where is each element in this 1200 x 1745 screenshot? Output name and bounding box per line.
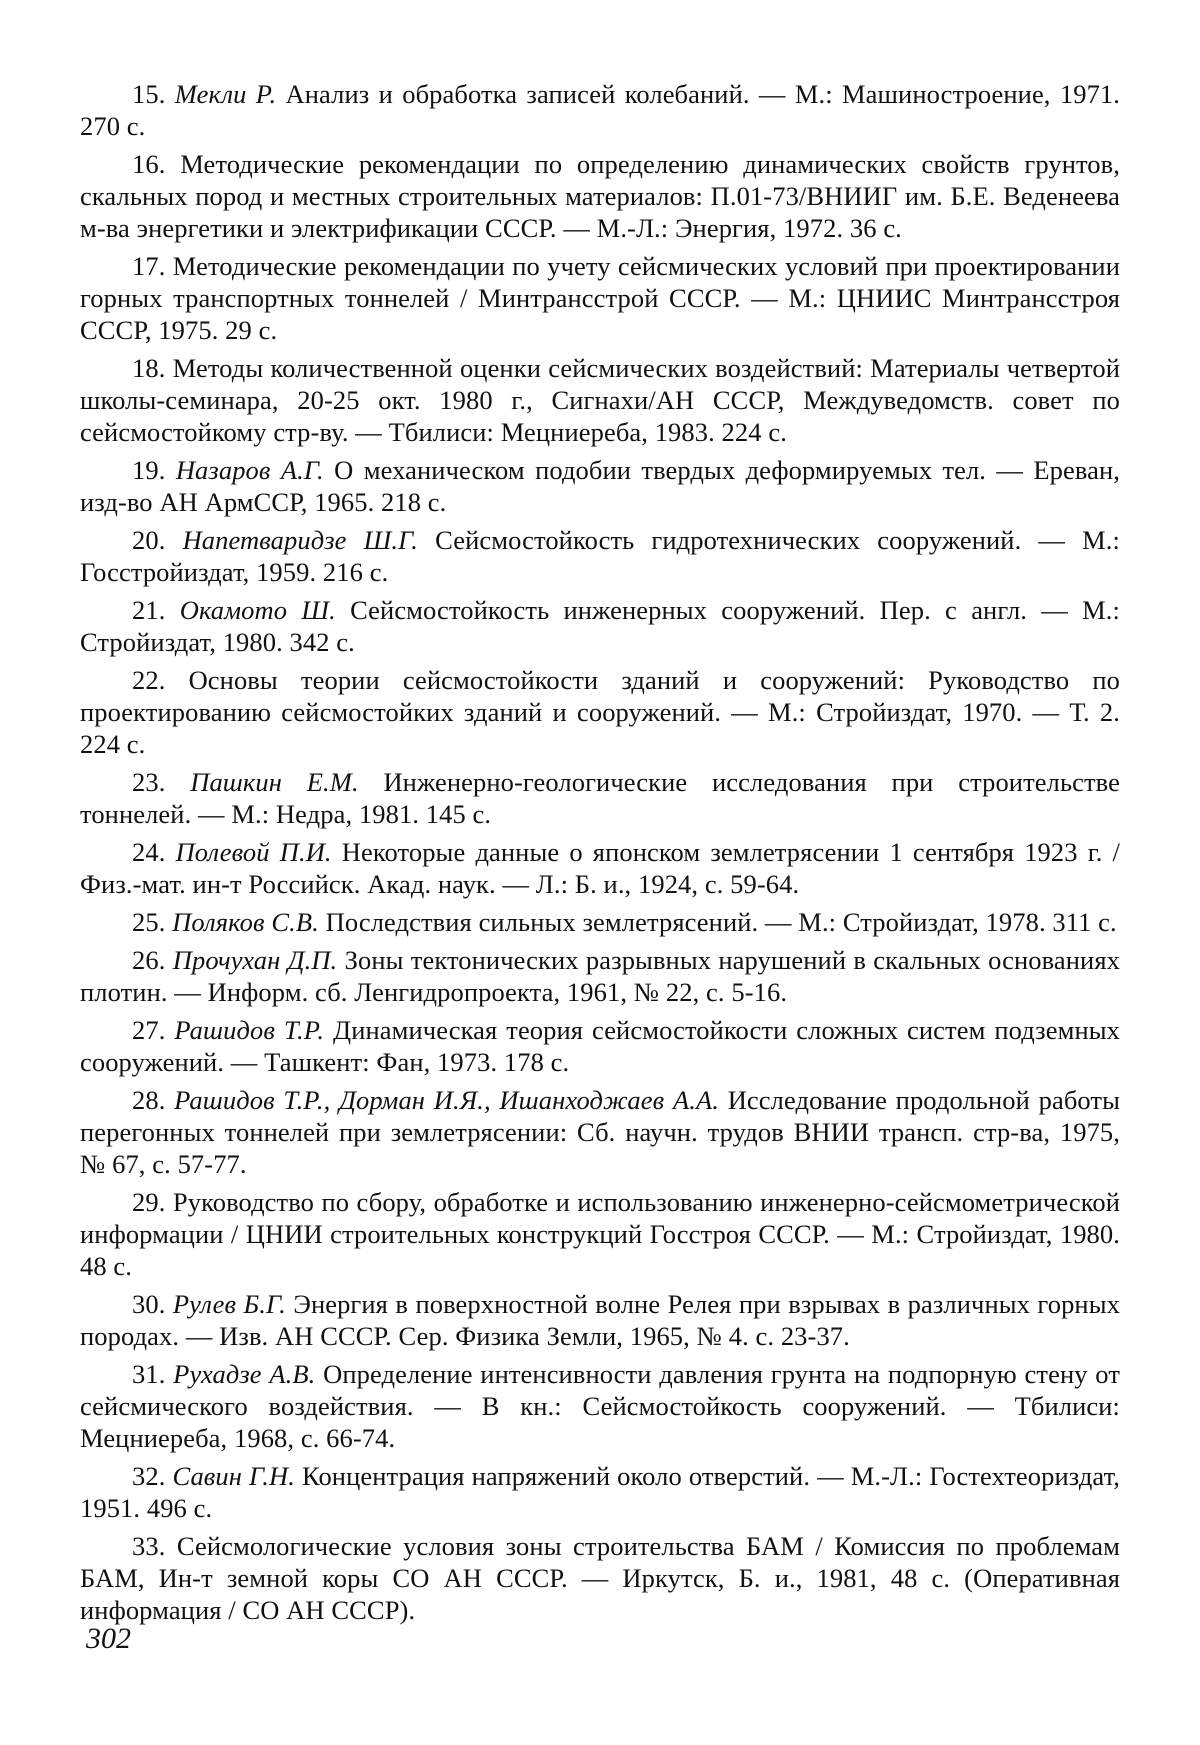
reference-text: Зоны тектонических разрывных нарушений в скальных основаниях плотин. — Информ. сб. Ленгидропроекта, 1961, № 22, с. 5-16. (80, 945, 1120, 1007)
reference-text: Последствия сильных землетрясений. — М.: Стройиздат, 1978. 311 с. (325, 907, 1117, 937)
reference-author: Прочухан Д.П. (172, 945, 338, 975)
reference-item (80, 250, 1120, 346)
reference-author: Пашкин Е.М. (190, 767, 359, 797)
reference-item (80, 1530, 1120, 1626)
reference-text: Основы теории сейсмостойкости зданий и сооружений: Руководство по проектированию сейсмостойких зданий и сооружений. — М.: Стройиздат, 1970. — Т. 2. 224 с. (80, 665, 1120, 759)
reference-number: 29. (132, 1187, 166, 1217)
reference-item (80, 664, 1120, 760)
reference-item (80, 1014, 1120, 1078)
reference-number: 21. (132, 595, 166, 625)
reference-number: 22. (132, 665, 166, 695)
reference-author: Савин Г.Н. (172, 1461, 295, 1491)
reference-text: Методы количественной оценки сейсмических воздействий: Материалы четвертой школы-семинара, 20-25 окт. 1980 г., Сигнахи/АН СССР, Междуведомств. совет по сейсмостойкому стр-ву. — Тбилиси: Мецниереба, 1983. 224 с. (80, 353, 1120, 447)
reference-author: Рашидов Т.Р., Дорман И.Я., Ишанходжаев А.А. (174, 1085, 719, 1115)
reference-author: Полевой П.И. (175, 837, 332, 867)
reference-text: Сейсмостойкость инженерных сооружений. Пер. с англ. — М.: Стройиздат, 1980. 342 с. (80, 595, 1120, 657)
reference-number: 32. (132, 1461, 166, 1491)
reference-item (80, 78, 1120, 142)
reference-number: 15. (132, 79, 166, 109)
reference-text: Некоторые данные о японском землетрясении 1 сентября 1923 г. / Физ.-мат. ин-т Российск. Акад. наук. — Л.: Б. и., 1924, с. 59-64. (80, 837, 1120, 899)
reference-number: 17. (132, 251, 166, 281)
reference-number: 18. (132, 353, 166, 383)
reference-number: 19. (132, 455, 166, 485)
reference-author: Окамото Ш. (179, 595, 336, 625)
reference-author: Назаров А.Г. (175, 455, 324, 485)
reference-text: Сейсмостойкость гидротехнических сооружений. — М.: Госстройиздат, 1959. 216 с. (80, 525, 1120, 587)
reference-author: Поляков С.В. (172, 907, 319, 937)
reference-text: Инженерно-геологические исследования при строительстве тоннелей. — М.: Недра, 1981. 145 с. (80, 767, 1120, 829)
reference-item (80, 524, 1120, 588)
reference-item (80, 1358, 1120, 1454)
reference-number: 27. (132, 1015, 166, 1045)
reference-item (80, 594, 1120, 658)
reference-text: Энергия в поверхностной волне Релея при взрывах в различных горных породах. — Изв. АН СССР. Сер. Физика Земли, 1965, № 4. с. 23-37. (80, 1289, 1120, 1351)
reference-text: Сейсмологические условия зоны строительства БАМ / Комиссия по проблемам БАМ, Ин-т земной коры СО АН СССР. — Иркутск, Б. и., 1981, 48 с. (Оперативная информация / СО АН СССР). (80, 1531, 1120, 1625)
reference-item (80, 1186, 1120, 1282)
reference-number: 31. (132, 1359, 166, 1389)
reference-number: 28. (132, 1085, 166, 1115)
reference-author: Напетваридзе Ш.Г. (182, 525, 419, 555)
reference-number: 26. (132, 945, 166, 975)
reference-number: 30. (132, 1289, 166, 1319)
reference-text: Руководство по сбору, обработке и использованию инженерно-сейсмометрической информации / ЦНИИ строительных конструкций Госстроя СССР. — М.: Стройиздат, 1980. 48 с. (80, 1187, 1120, 1281)
reference-number: 20. (132, 525, 166, 555)
reference-author: Рашидов Т.Р. (174, 1015, 325, 1045)
reference-number: 25. (132, 907, 166, 937)
reference-item (80, 148, 1120, 244)
reference-text: Методические рекомендации по учету сейсмических условий при проектировании горных транспортных тоннелей / Минтрансстрой СССР. — М.: ЦНИИС Минтрансстроя СССР, 1975. 29 с. (80, 251, 1120, 345)
reference-item (80, 454, 1120, 518)
reference-author: Рулев Б.Г. (172, 1289, 286, 1319)
reference-item (80, 1460, 1120, 1524)
reference-text: О механическом подобии твердых деформируемых тел. — Ереван, изд-во АН АрмССР, 1965. 218 с. (80, 455, 1120, 517)
reference-number: 24. (132, 837, 166, 867)
reference-text: Исследование продольной работы перегонных тоннелей при землетрясении: Сб. научн. трудов ВНИИ трансп. стр-ва, 1975, № 67, с. 57-77. (80, 1085, 1120, 1179)
reference-author: Рухадзе А.В. (173, 1359, 316, 1389)
reference-author: Мекли Р. (174, 79, 277, 109)
reference-text: Динамическая теория сейсмостойкости сложных систем подземных сооружений. — Ташкент: Фан, 1973. 178 с. (80, 1015, 1120, 1077)
reference-item (80, 1084, 1120, 1180)
reference-text: Анализ и обработка записей колебаний. — М.: Машиностроение, 1971. 270 с. (80, 79, 1120, 141)
reference-item (80, 906, 1120, 938)
reference-item (80, 836, 1120, 900)
reference-item (80, 1288, 1120, 1352)
reference-text: Методические рекомендации по определению динамических свойств грунтов, скальных пород и местных строительных материалов: П.01-73/ВНИИГ им. Б.Е. Веденеева м-ва энергетики и электрификации СССР. — М.-Л.: Энергия, 1972. 36 с. (80, 149, 1120, 243)
reference-number: 23. (132, 767, 166, 797)
reference-number: 33. (132, 1531, 166, 1561)
reference-text: Определение интенсивности давления грунта на подпорную стену от сейсмического воздействия. — В кн.: Сейсмостойкость сооружений. — Тбилиси: Мецниереба, 1968, с. 66-74. (80, 1359, 1120, 1453)
reference-list (80, 78, 1120, 1632)
reference-item (80, 352, 1120, 448)
reference-item (80, 944, 1120, 1008)
reference-item (80, 766, 1120, 830)
reference-number: 16. (132, 149, 166, 179)
reference-text: Концентрация напряжений около отверстий. — М.-Л.: Гостехтеориздат, 1951. 496 с. (80, 1461, 1121, 1523)
page-number: 302 (86, 1622, 131, 1655)
